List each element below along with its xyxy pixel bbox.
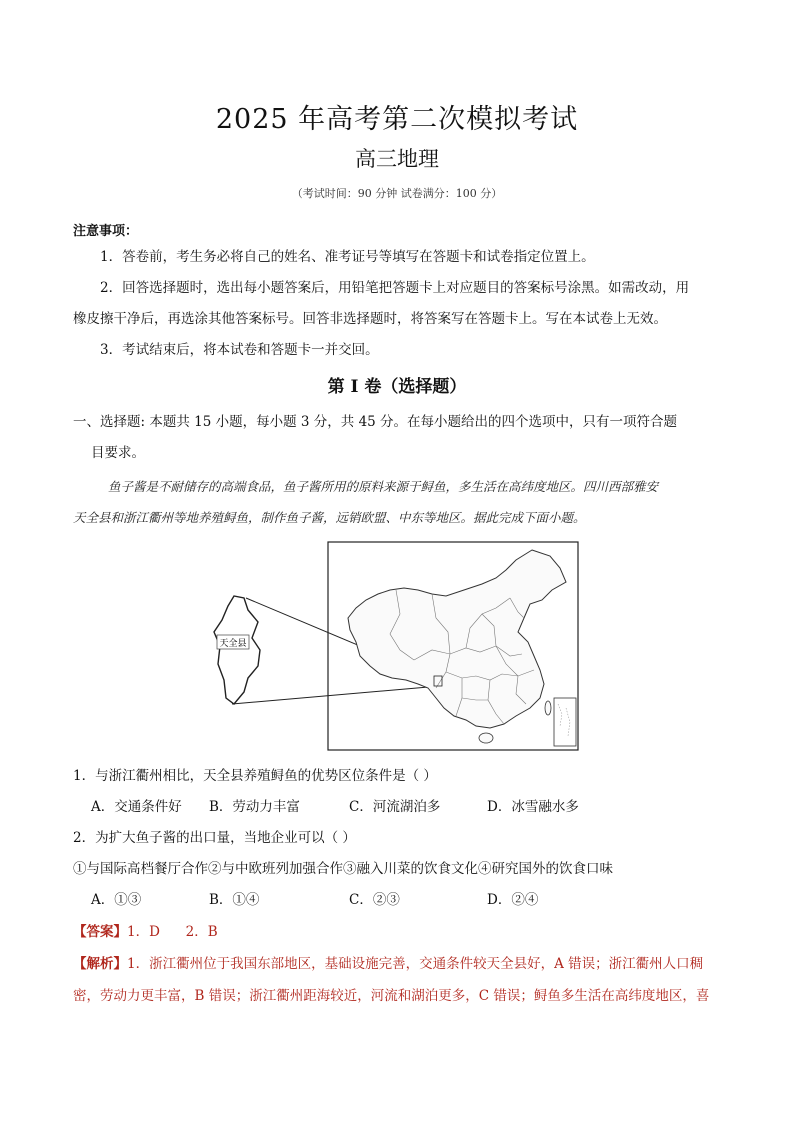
material-line-2: 天全县和浙江衢州等地养殖鲟鱼，制作鱼子酱，远销欧盟、中东等地区。据此完成下面小题。 — [73, 510, 586, 525]
taiwan-island — [545, 701, 551, 715]
answer-label: 【答案】 — [73, 924, 127, 940]
question-2-stem: 2．为扩大鱼子酱的出口量，当地企业可以（ ） — [73, 830, 356, 846]
hainan-island — [479, 733, 493, 743]
question-2-option-b[interactable]: B．①④ — [209, 892, 260, 908]
notice-item-2-line-1: 2．回答选择题时，选出每小题答案后，用铅笔把答题卡上对应题目的答案标号涂黑。如需改动，用 — [100, 280, 690, 296]
question-2-option-a[interactable]: A．①③ — [91, 892, 142, 908]
notice-item-2-line-2: 橡皮擦干净后，再选涂其他答案标号。回答非选择题时，将答案写在答题卡上。写在本试卷上无效。 — [73, 311, 667, 327]
section-instruction-line-2: 目要求。 — [91, 445, 145, 461]
question-2-choices: ①与国际高档餐厅合作②与中欧班列加强合作③融入川菜的饮食文化④研究国外的饮食口味 — [73, 861, 613, 877]
question-1-option-b[interactable]: B．劳动力丰富 — [209, 799, 300, 815]
map-figure — [200, 538, 590, 754]
notice-heading: 注意事项： — [73, 224, 139, 239]
question-1-option-d[interactable]: D．冰雪融水多 — [487, 799, 579, 815]
analysis-line-1 — [73, 948, 703, 980]
analysis-label: 【解析】 — [73, 956, 127, 972]
notice-item-1: 1．答卷前，考生务必将自己的姓名、准考证号等填写在答题卡和试卷指定位置上。 — [100, 249, 595, 265]
china-outline — [348, 550, 566, 728]
section-instruction-line-1: 一、选择题: 本题共 15 小题，每小题 3 分，共 45 分。在每小题给出的四个选项中，只有一项符合题 — [73, 414, 678, 430]
question-1-option-c[interactable]: C．河流湖泊多 — [349, 799, 441, 815]
exam-title: 2025 年高考第二次模拟考试 — [215, 104, 579, 135]
question-1-stem: 1．与浙江衢州相比，天全县养殖鲟鱼的优势区位条件是（ ） — [73, 768, 437, 784]
question-2-option-d[interactable]: D．②④ — [487, 892, 539, 908]
inset-label: 天全县 — [219, 639, 247, 649]
analysis-line-2: 密，劳动力更丰富，B 错误；浙江衢州距海较近，河流和湖泊更多，C 错误；鲟鱼多生活在高纬度地区，喜 — [73, 988, 710, 1004]
subject-title: 高三地理 — [355, 147, 439, 171]
question-2-options — [91, 884, 538, 916]
answer-text: 1．D 2．B — [127, 924, 218, 940]
connector-line-bottom — [232, 686, 440, 704]
material-line-1: 鱼子酱是不耐储存的高端食品，鱼子酱所用的原料来源于鲟鱼，多生活在高纬度地区。四川西部雅安 — [108, 479, 659, 494]
section-title: 第 I 卷（选择题） — [327, 377, 467, 397]
south-china-sea-inset — [554, 698, 576, 746]
question-1-option-a[interactable]: A．交通条件好 — [91, 799, 182, 815]
question-2-option-c[interactable]: C．②③ — [349, 892, 400, 908]
notice-item-3: 3．考试结束后，将本试卷和答题卡一并交回。 — [100, 342, 379, 358]
exam-info: （考试时间：90 分钟 试卷满分：100 分） — [291, 187, 503, 200]
analysis-text-1: 1．浙江衢州位于我国东部地区，基础设施完善，交通条件较天全县好，A 错误；浙江衢州人口稠 — [127, 956, 704, 972]
answer-line — [73, 916, 218, 948]
county-inset-outline — [214, 596, 260, 704]
question-1-options — [91, 791, 579, 823]
